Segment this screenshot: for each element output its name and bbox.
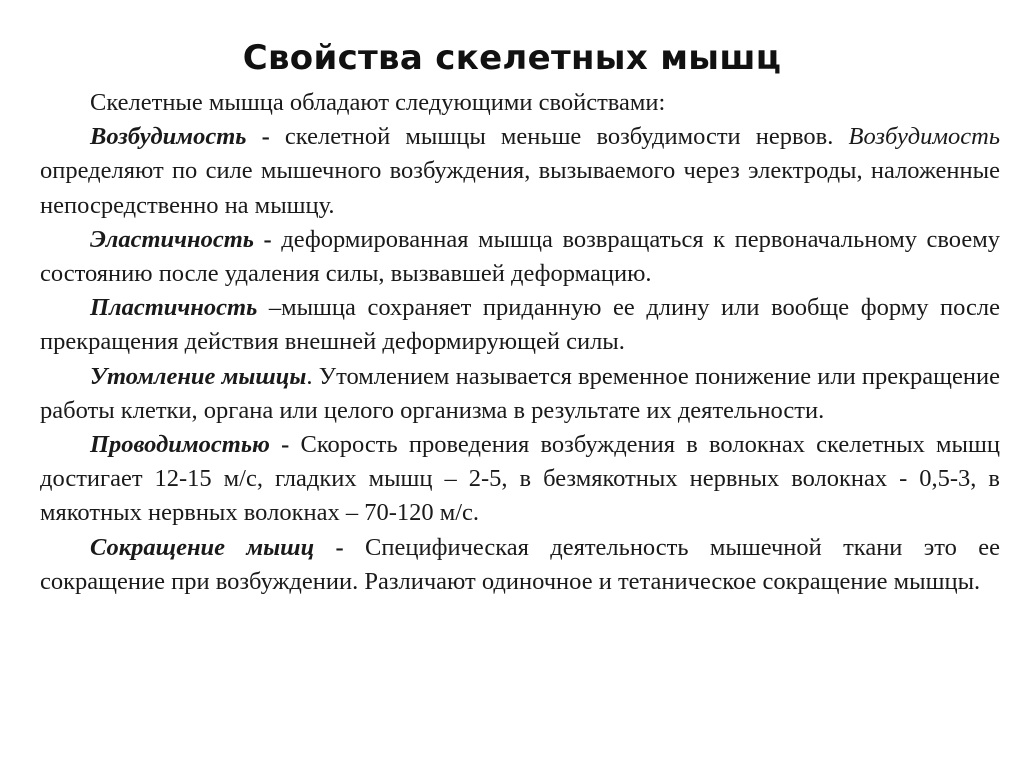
property-term: Сокращение мышц: [90, 533, 315, 561]
property-contraction: [40, 531, 1000, 599]
property-fatigue: [40, 360, 1000, 428]
property-separator: -: [254, 225, 282, 253]
property-term: Проводимостью: [90, 431, 270, 459]
property-separator: [257, 294, 269, 321]
property-text-continued: определяют по силе мышечного возбуждения, вызываемого через электроды, наложенные непосредственно на мышцу.: [40, 157, 1000, 219]
property-text: Скорость проведения возбуждения в волокнах скелетных мышц достигает 12-15 м/с, гладких мышц – 2-5, в безмякотных нервных волокнах - 0,5-3, в мякотных нервных волокнах – 70-120 м/с.: [40, 431, 1000, 527]
property-term: Возбудимость: [90, 123, 247, 151]
property-separator: -: [314, 533, 366, 561]
property-text: –мышца сохраняет приданную ее длину или вообще форму после прекращения действия внешней деформирующей силы.: [40, 294, 1000, 356]
property-plasticity: [40, 291, 1000, 359]
property-text: скелетной мышцы меньше возбудимости нервов.: [284, 123, 849, 151]
property-text: Утомлением называется временное понижение или прекращение работы клетки, органа или целого организма в результате их деятельности.: [40, 362, 1000, 424]
property-excitability: [40, 120, 1000, 223]
property-elasticity: [40, 223, 1000, 291]
property-term: Эластичность: [90, 225, 254, 253]
property-text: Специфическая деятельность мышечной ткани это ее сокращение при возбуждении. Различают одиночное и тетаническое сокращение мышцы.: [40, 533, 1000, 595]
property-italic-word: Возбудимость: [848, 123, 1000, 151]
property-term: Пластичность: [90, 294, 258, 322]
property-conductivity: [40, 428, 1000, 531]
property-separator: -: [246, 123, 285, 151]
slide-title: Свойства скелетных мышц: [242, 38, 782, 78]
property-separator: .: [306, 362, 319, 390]
intro-text: Скелетные мышца обладают следующими свойствами:: [90, 89, 666, 116]
property-separator: -: [269, 431, 301, 459]
property-term: Утомление мышцы: [90, 362, 307, 390]
property-text: деформированная мышца возвращаться к первоначальному своему состоянию после удаления силы, вызвавшей деформацию.: [40, 225, 1000, 288]
slide-body: [40, 86, 1000, 599]
